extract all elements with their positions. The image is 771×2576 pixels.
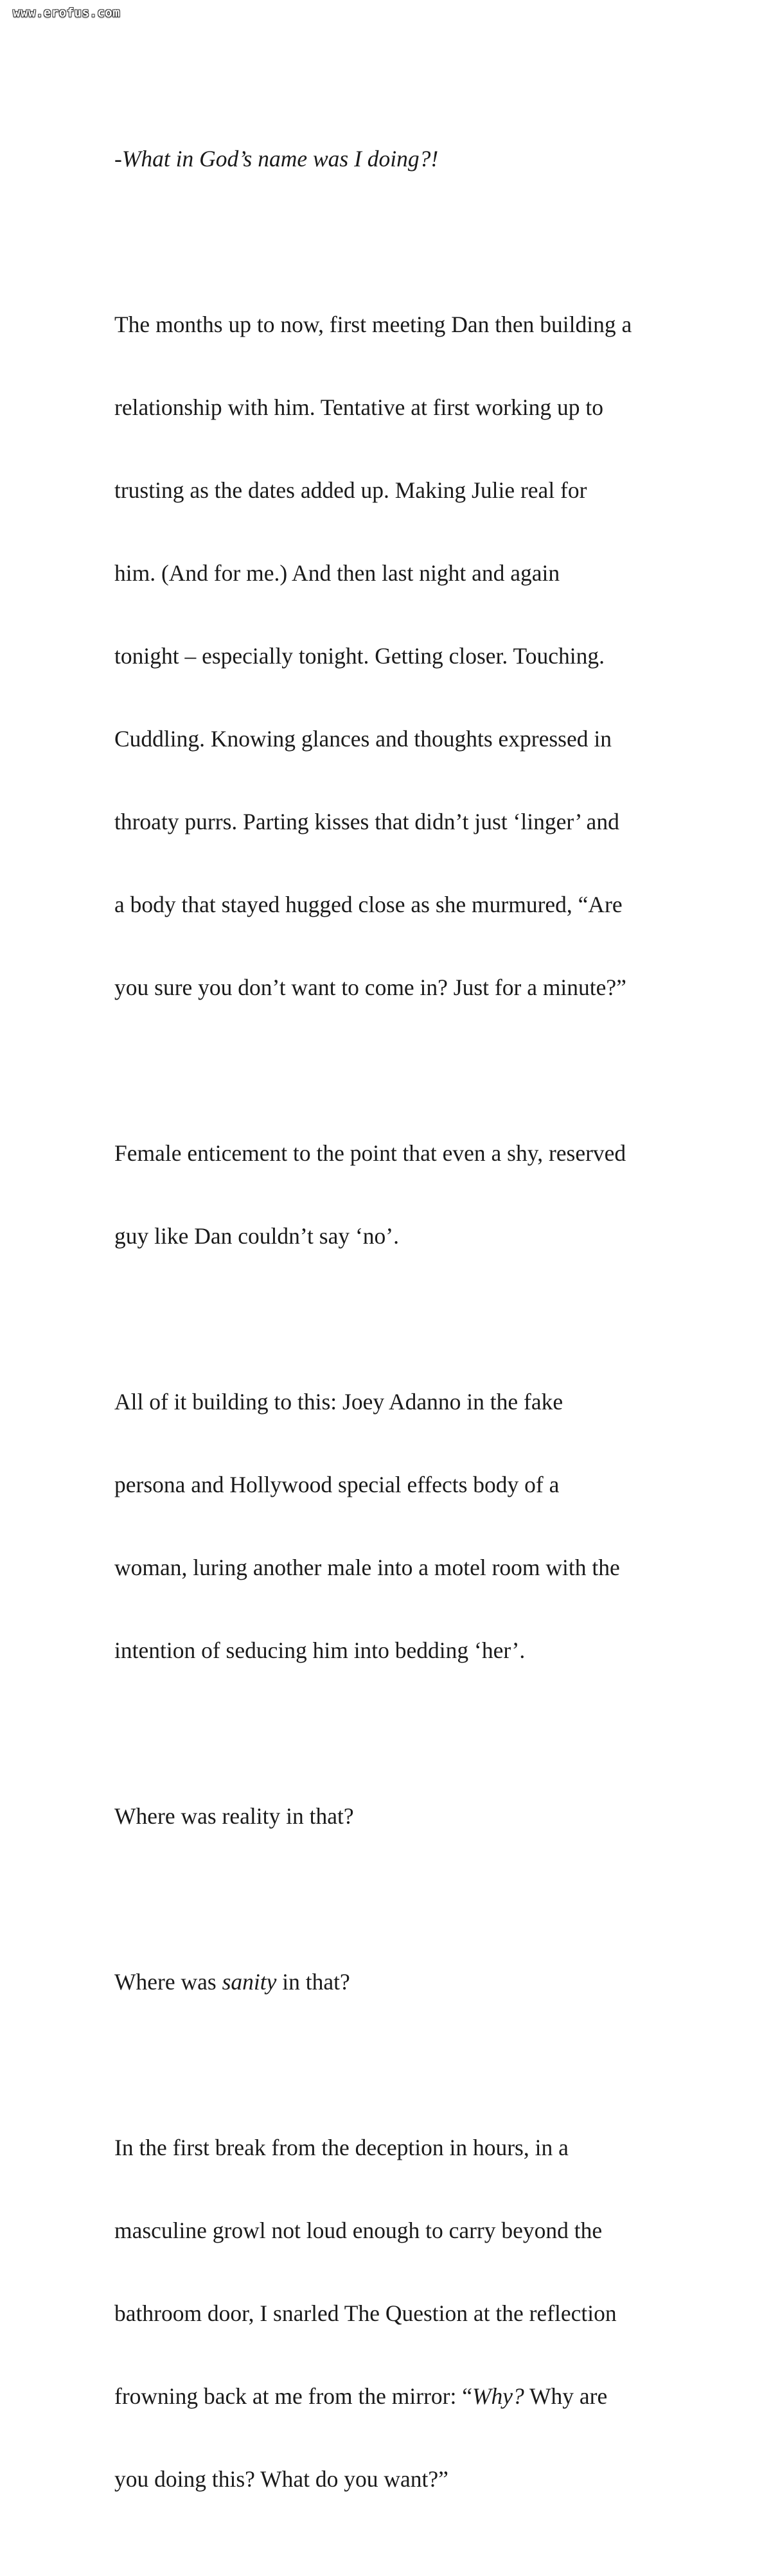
text-line: masculine growl not loud enough to carry beyond the [114, 2218, 603, 2243]
emphasis-text: Why? [472, 2383, 524, 2409]
text-line: you sure you don’t want to come in? Just for a minute?” [114, 975, 626, 1000]
text-run: in that? [276, 1969, 350, 1995]
text-line: trusting as the dates added up. Making Julie real for [114, 477, 587, 503]
emphasis-text: sanity [222, 1969, 277, 1995]
text-line: The months up to now, first meeting Dan then building a [114, 312, 632, 337]
story-text [114, 90, 680, 2576]
paragraph-1 [114, 90, 680, 228]
paragraph-4 [114, 1333, 680, 1720]
paragraph-7 [114, 2079, 680, 2548]
text-line: him. (And for me.) And then last night and again [114, 560, 560, 586]
text-run: Why are [524, 2383, 608, 2409]
text-line: Where was reality in that? [114, 1803, 354, 1829]
text-line: Cuddling. Knowing glances and thoughts expressed in [114, 726, 612, 752]
text-line: woman, luring another male into a motel room with the [114, 1555, 620, 1580]
text-line [114, 1968, 680, 1996]
text-line: a body that stayed hugged close as she murmured, “Are [114, 892, 623, 917]
text-line: bathroom door, I snarled The Question at the reflection [114, 2300, 617, 2326]
text-line [114, 2383, 680, 2410]
text-run: Where was [114, 1969, 222, 1995]
text-line: throaty purrs. Parting kisses that didn’t just ‘linger’ and [114, 809, 619, 834]
text-line: Female enticement to the point that even a shy, reserved [114, 1140, 626, 1166]
text-line: -What in God’s name was I doing?! [114, 146, 439, 172]
text-line: you doing this? What do you want?” [114, 2466, 448, 2492]
text-line: In the first break from the deception in hours, in a [114, 2135, 569, 2160]
text-line: relationship with him. Tentative at first working up to [114, 394, 603, 420]
paragraph-2 [114, 256, 680, 1057]
text-line: intention of seducing him into bedding ‘her’. [114, 1637, 526, 1663]
text-line: All of it building to this: Joey Adanno in the fake [114, 1389, 563, 1415]
text-line: tonight – especially tonight. Getting closer. Touching. [114, 643, 605, 669]
text-line: persona and Hollywood special effects body of a [114, 1472, 560, 1497]
text-run: frowning back at me from the mirror: “ [114, 2383, 472, 2409]
watermark-logo: www.erofus.com [13, 6, 121, 20]
paragraph-6 [114, 1913, 680, 2051]
paragraph-5 [114, 1747, 680, 1885]
text-line: guy like Dan couldn’t say ‘no’. [114, 1223, 400, 1249]
paragraph-3 [114, 1084, 680, 1305]
